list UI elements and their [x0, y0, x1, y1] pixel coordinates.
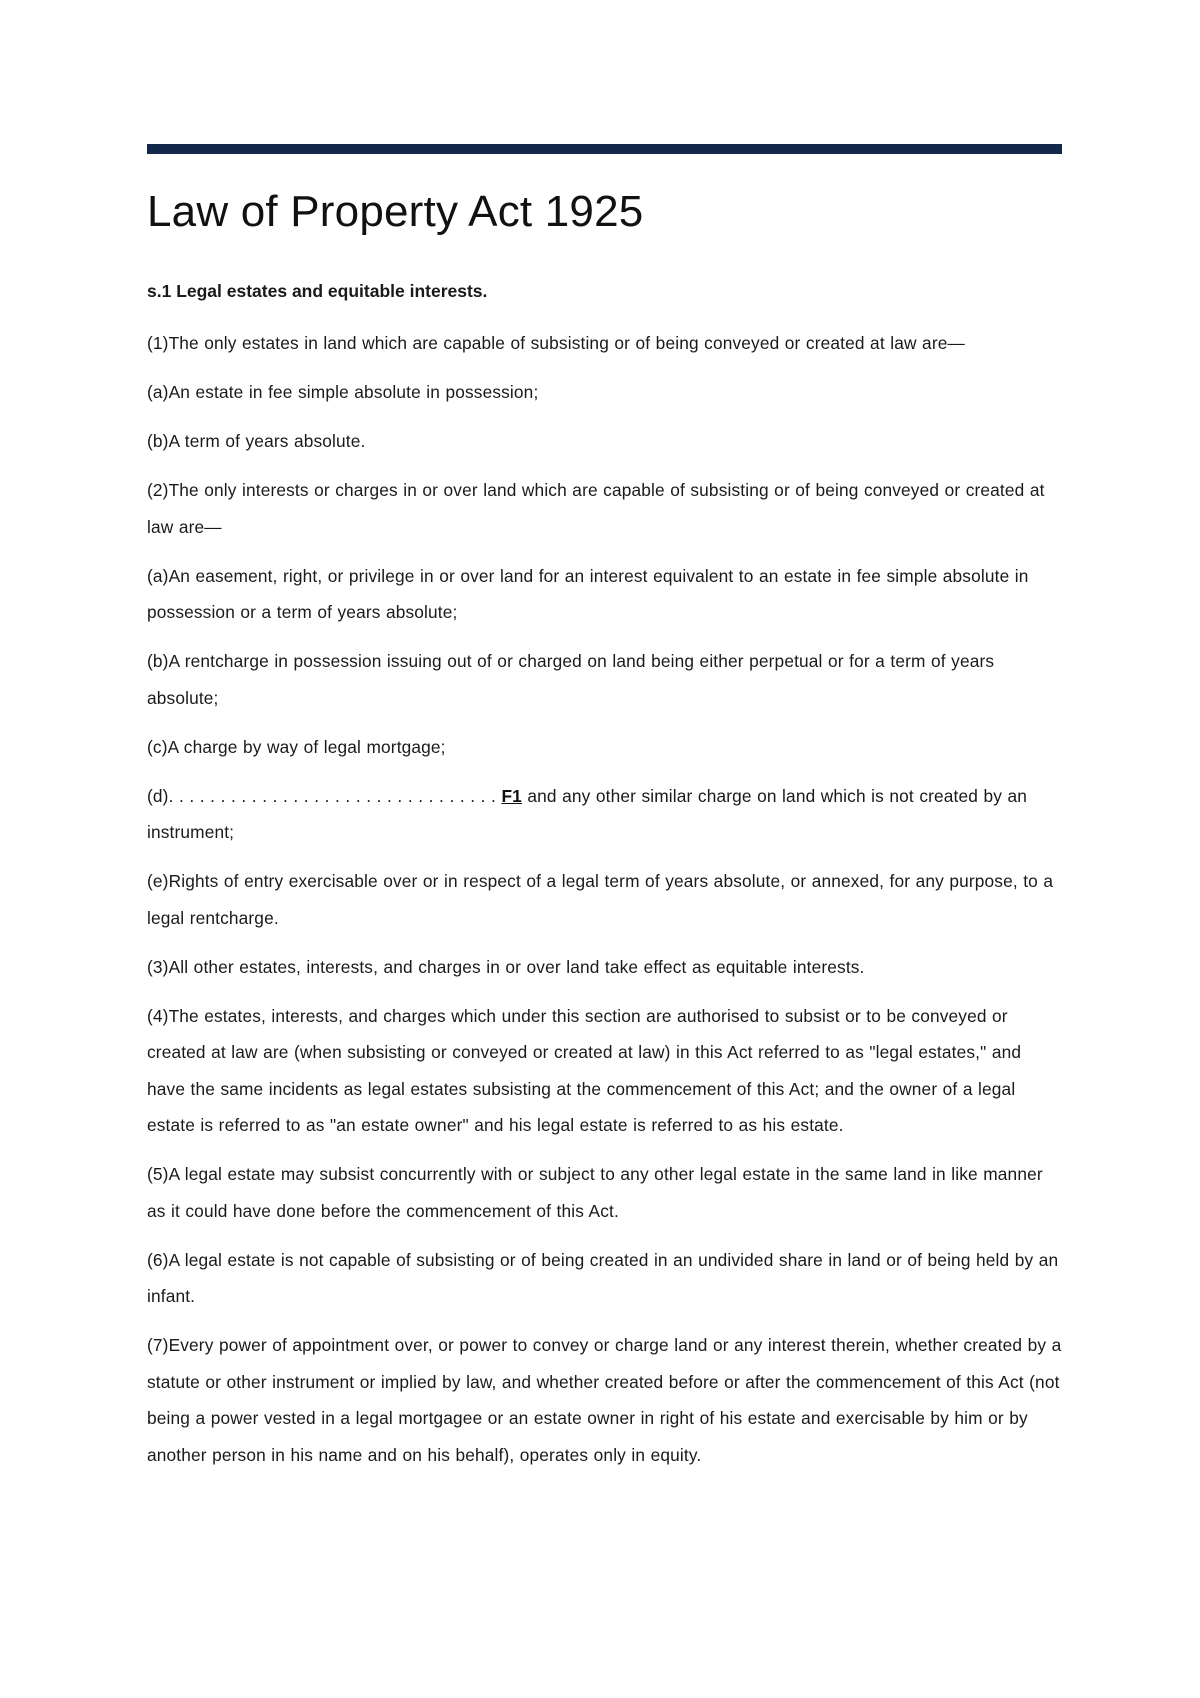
- footnote-link-f1[interactable]: F1: [501, 785, 522, 806]
- paragraph-3: (3)All other estates, interests, and charges in or over land take effect as equitable interests.: [147, 956, 865, 977]
- paragraph-2d: [147, 778, 1062, 851]
- section-body: [147, 325, 1062, 1473]
- paragraph-2d-suffix: and any other similar charge on land which is not created by an instrument;: [147, 785, 1027, 842]
- paragraph-2d-prefix: (d). . . . . . . . . . . . . . . . . . . . . . . . . . . . . . . .: [147, 785, 497, 806]
- paragraph-1a: (a)An estate in fee simple absolute in possession;: [147, 382, 539, 402]
- paragraph-5: (5)A legal estate may subsist concurrently with or subject to any other legal estate in the same land in like manner as it could have done before the commencement of this Act.: [147, 1164, 1043, 1221]
- document-page: [147, 144, 1062, 1486]
- section-heading: s.1 Legal estates and equitable interests.: [147, 281, 488, 301]
- paragraph-2: (2)The only interests or charges in or over land which are capable of subsisting or of being conveyed or created at law are—: [147, 480, 1045, 537]
- paragraph-6: (6)A legal estate is not capable of subsisting or of being created in an undivided share in land or of being held by an infant.: [147, 1249, 1059, 1306]
- paragraph-4: (4)The estates, interests, and charges which under this section are authorised to subsist or to be conveyed or created at law are (when subsisting or conveyed or created at law) in this Act referred to as "legal estates," and have the same incidents as legal estates subsisting at the commencement of this Act; and the owner of a legal estate is referred to as "an estate owner" and his legal estate is referred to as his estate.: [147, 1005, 1022, 1135]
- paragraph-2c: (c)A charge by way of legal mortgage;: [147, 736, 446, 757]
- paragraph-2a: (a)An easement, right, or privilege in or over land for an interest equivalent to an estate in fee simple absolute in possession or a term of years absolute;: [147, 565, 1029, 622]
- header-rule: [147, 144, 1062, 154]
- paragraph-2e: (e)Rights of entry exercisable over or in respect of a legal term of years absolute, or annexed, for any purpose, to a legal rentcharge.: [147, 871, 1054, 928]
- paragraph-1b: (b)A term of years absolute.: [147, 431, 366, 451]
- paragraph-7: (7)Every power of appointment over, or power to convey or charge land or any interest therein, whether created by a statute or other instrument or implied by law, and whether created before or after the commencement of this Act (not being a power vested in a legal mortgagee or an estate owner in right of his estate and exercisable by him or by another person in his name and on his behalf), operates only in equity.: [147, 1335, 1062, 1465]
- paragraph-1: (1)The only estates in land which are capable of subsisting or of being conveyed or created at law are—: [147, 333, 965, 353]
- document-title: Law of Property Act 1925: [147, 187, 644, 236]
- paragraph-2b: (b)A rentcharge in possession issuing out of or charged on land being either perpetual or for a term of years absolute;: [147, 651, 995, 708]
